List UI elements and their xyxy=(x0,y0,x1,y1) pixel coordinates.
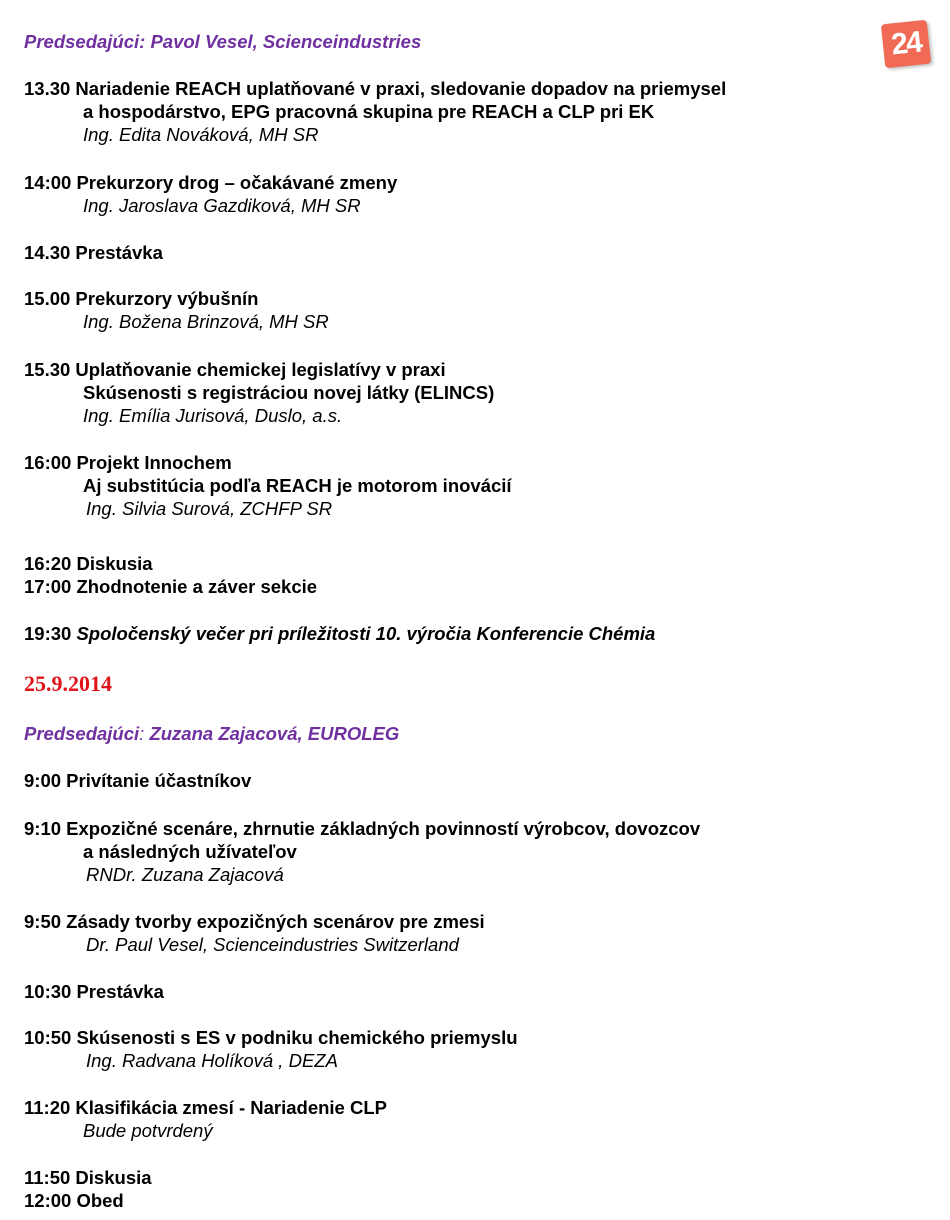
agenda-1050-speaker: Ing. Radvana Holíková , DEZA xyxy=(86,1050,338,1071)
chair-label: Predsedajúci xyxy=(24,723,140,744)
agenda-0910-speaker: RNDr. Zuzana Zajacová xyxy=(86,864,284,885)
agenda-0950-title: 9:50 Zásady tvorby expozičných scenárov pre zmesi xyxy=(24,911,485,932)
chairperson-line-1 xyxy=(24,30,421,53)
chair-label: Predsedajúci: xyxy=(24,31,151,52)
agenda-1620-discussion: 16:20 Diskusia xyxy=(24,553,153,574)
chair-name: Pavol Vesel, Scienceindustries xyxy=(150,31,422,52)
agenda-1600-title: 16:00 Projekt Innochem xyxy=(24,452,232,473)
evening-time: 19:30 xyxy=(24,623,77,644)
agenda-1700-closing: 17:00 Zhodnotenie a záver sekcie xyxy=(24,576,318,597)
agenda-1430-break: 14.30 Prestávka xyxy=(24,242,163,263)
agenda-1530-title: 15.30 Uplatňovanie chemickej legislatívy v praxi xyxy=(24,359,446,380)
evening-text: Spoločenský večer pri príležitosti 10. výročia Konferencie Chémia xyxy=(76,623,656,644)
agenda-1530-speaker: Ing. Emília Jurisová, Duslo, a.s. xyxy=(83,405,343,426)
agenda-0950-speaker: Dr. Paul Vesel, Scienceindustries Switzerland xyxy=(86,934,459,955)
agenda-1150-discussion: 11:50 Diskusia xyxy=(24,1167,152,1188)
logo-text: 24 xyxy=(889,25,923,62)
agenda-1330-title: 13.30 Nariadenie REACH uplatňované v praxi, sledovanie dopadov na priemysel xyxy=(24,78,727,99)
agenda-1400-speaker: Ing. Jaroslava Gazdiková, MH SR xyxy=(83,195,361,216)
agenda-1930-evening xyxy=(24,622,655,645)
agenda-0910-title-cont: a následných užívateľov xyxy=(83,841,297,862)
agenda-0900-title: 9:00 Privítanie účastníkov xyxy=(24,770,252,791)
agenda-1600-speaker: Ing. Silvia Surová, ZCHFP SR xyxy=(86,498,333,519)
agenda-1530-subtitle: Skúsenosti s registráciou novej látky (ELINCS) xyxy=(83,382,495,403)
agenda-1500-title: 15.00 Prekurzory výbušnín xyxy=(24,288,259,309)
agenda-1200-lunch: 12:00 Obed xyxy=(24,1190,124,1211)
agenda-1050-title: 10:50 Skúsenosti s ES v podniku chemického priemyslu xyxy=(24,1027,518,1048)
chair-colon: : xyxy=(139,723,150,744)
day-date-heading: 25.9.2014 xyxy=(24,671,112,696)
agenda-1600-subtitle: Aj substitúcia podľa REACH je motorom inovácií xyxy=(83,475,512,496)
agenda-1500-speaker: Ing. Božena Brinzová, MH SR xyxy=(83,311,329,332)
agenda-1030-break: 10:30 Prestávka xyxy=(24,981,164,1002)
agenda-1120-speaker: Bude potvrdený xyxy=(83,1120,213,1141)
agenda-1330-speaker: Ing. Edita Nováková, MH SR xyxy=(83,124,319,145)
agenda-1330-title-cont: a hospodárstvo, EPG pracovná skupina pre REACH a CLP pri EK xyxy=(83,101,655,122)
agenda-0910-title: 9:10 Expozičné scenáre, zhrnutie základných povinností výrobcov, dovozcov xyxy=(24,818,701,839)
chair-name: Zuzana Zajacová, EUROLEG xyxy=(149,723,400,744)
agenda-1400-title: 14:00 Prekurzory drog – očakávané zmeny xyxy=(24,172,398,193)
chairperson-line-2 xyxy=(24,722,399,745)
site-logo-24[interactable] xyxy=(881,20,931,69)
agenda-1120-title: 11:20 Klasifikácia zmesí - Nariadenie CLP xyxy=(24,1097,387,1118)
